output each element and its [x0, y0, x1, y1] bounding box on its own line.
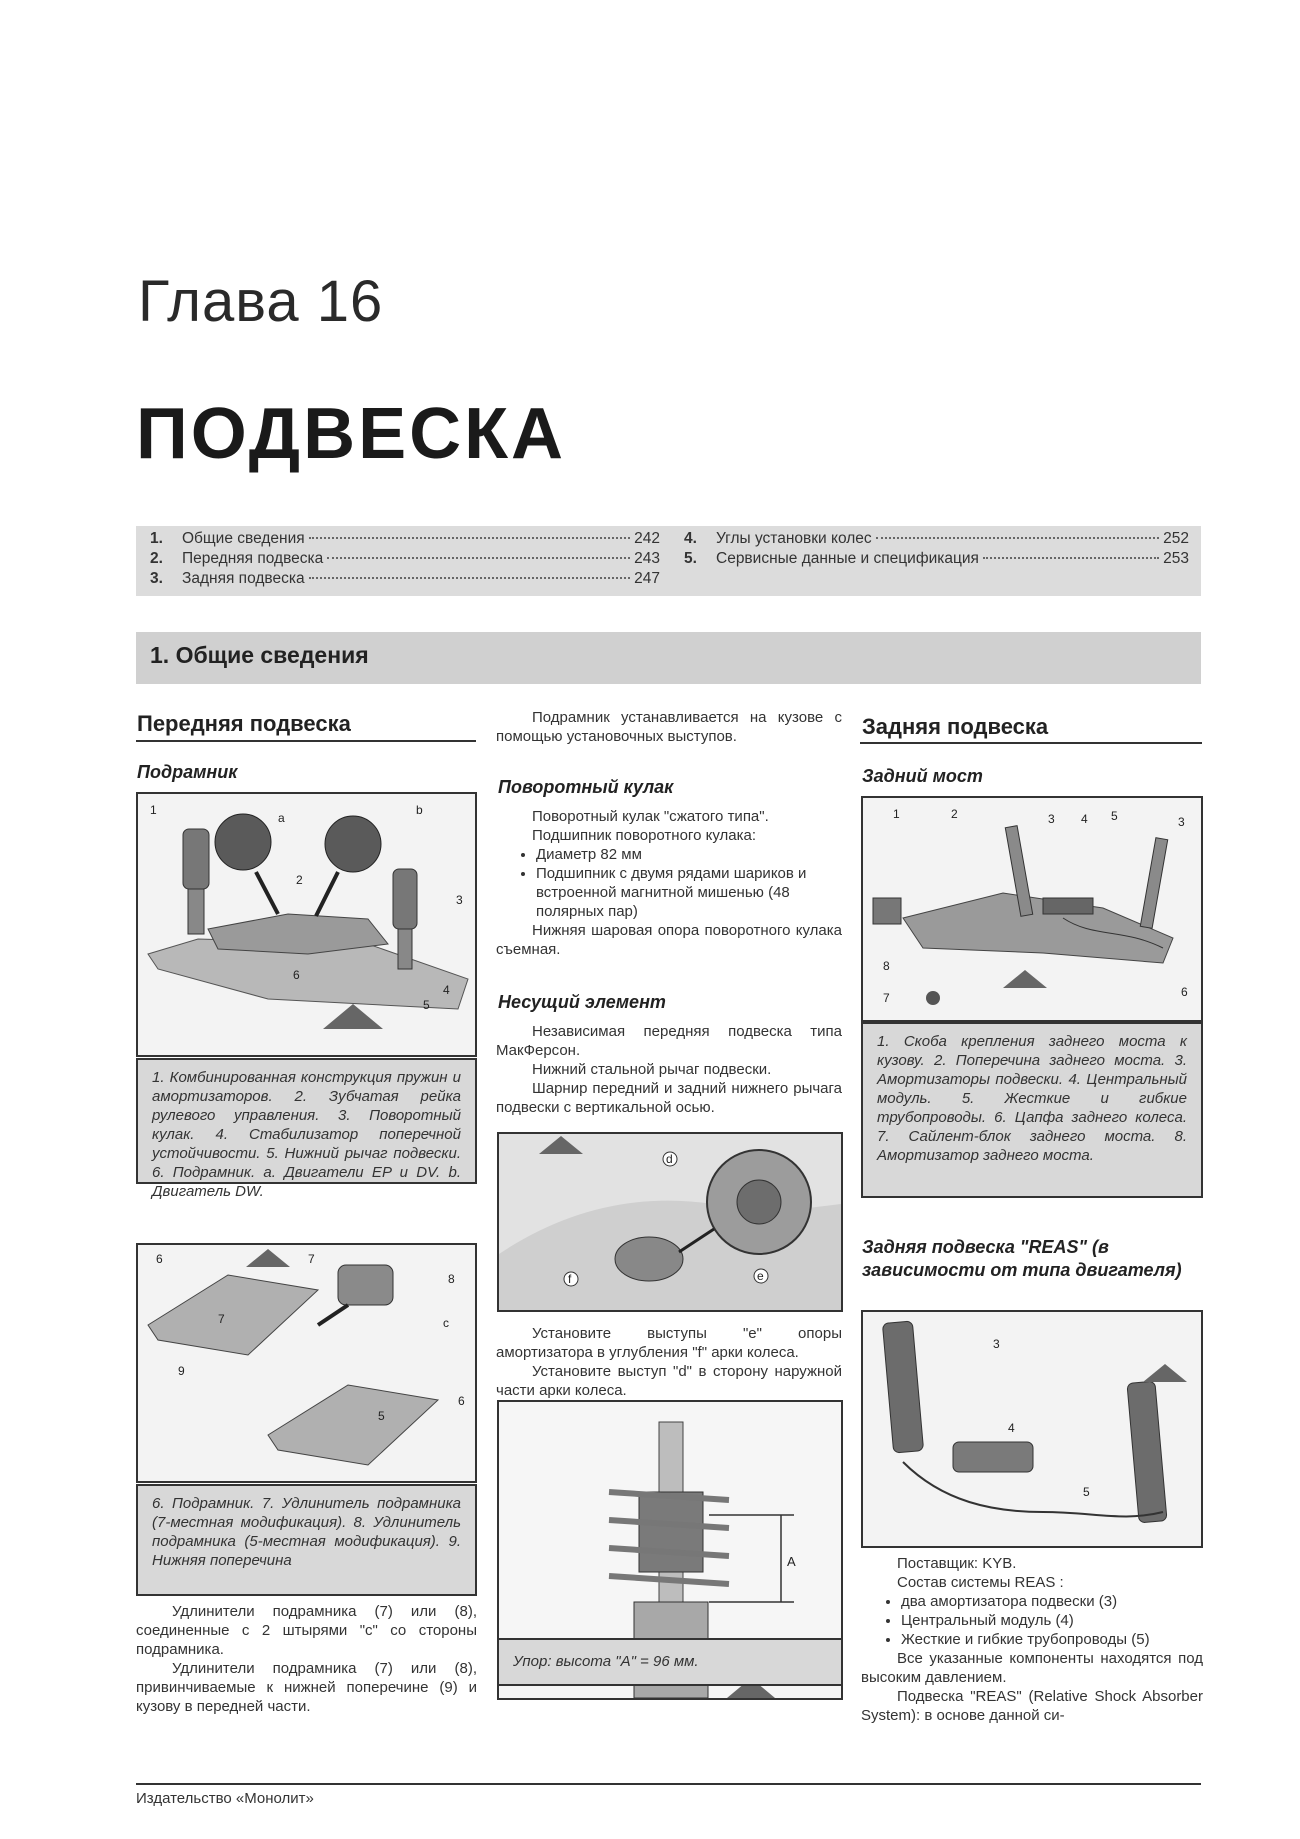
callout-label: 4: [1008, 1421, 1015, 1435]
toc-entry[interactable]: [150, 570, 660, 590]
figure-caption: Упор: высота "A" = 96 мм.: [497, 1638, 843, 1686]
toc-entry[interactable]: [150, 530, 660, 550]
paragraph: Удлинители подрамника (7) или (8), привинчиваемые к нижней поперечине (9) и кузову в передней части.: [136, 1660, 477, 1715]
toc-num: 2.: [150, 550, 163, 567]
text-block: [496, 708, 842, 746]
front-suspension-drawing: [138, 794, 475, 1055]
paragraph: Шарнир передний и задний нижнего рычага подвески с вертикальной осью.: [496, 1080, 842, 1116]
figure-strut-mount: [497, 1132, 843, 1312]
callout-label: a: [278, 811, 285, 825]
subframe-subheading: Подрамник: [137, 762, 238, 782]
paragraph: Поставщик: KYB.: [897, 1555, 1017, 1572]
toc-leader: [876, 537, 1159, 539]
chapter-number: Глава 16: [138, 269, 384, 334]
figure-reas: [861, 1310, 1203, 1548]
reas-drawing: [863, 1312, 1201, 1546]
list-item: • два амортизатора подвески (3): [901, 1592, 1203, 1611]
toc-num: 1.: [150, 530, 163, 547]
paragraph: Подшипник поворотного кулака:: [532, 827, 756, 844]
subframe-drawing: [138, 1245, 475, 1481]
callout-label: 3: [993, 1337, 1000, 1351]
list-item: • Подшипник с двумя рядами шариков и встроенной магнитной мишенью (48 полярных пар): [536, 864, 842, 921]
toc-leader: [309, 537, 630, 539]
dimension-label: A: [787, 1554, 796, 1569]
toc-page: 242: [634, 530, 660, 547]
toc-label: Общие сведения: [182, 530, 305, 547]
paragraph: Подрамник устанавливается на кузове с помощью установочных выступов.: [496, 709, 842, 745]
callout-label: 1: [893, 807, 900, 821]
toc-entry[interactable]: [684, 550, 1189, 570]
figure-caption: 1. Скоба крепления заднего моста к кузову. 2. Поперечина заднего моста. 3. Амортизаторы подвески. 4. Центральный модуль. 5. Жесткие и гибкие трубопроводы. 6. Цапфа заднего колеса. 7. Сайлент-блок заднего моста. 8. Амортизатор заднего моста.: [861, 1022, 1203, 1198]
list-item: • Диаметр 82 мм: [536, 845, 842, 864]
section-header: [136, 632, 1201, 684]
callout-label: 2: [296, 873, 303, 887]
callout-label: e: [757, 1269, 764, 1283]
figure-caption: 6. Подрамник. 7. Удлинитель подрамника (7-местная модификация). 8. Удлинитель подрамника (5-местная модификация). 9. Нижняя поперечина: [136, 1484, 477, 1596]
toc-leader: [983, 557, 1159, 559]
callout-label: 6: [458, 1394, 465, 1408]
callout-label: d: [666, 1152, 673, 1166]
table-of-contents: [136, 526, 1201, 596]
callout-label: 3: [1048, 812, 1055, 826]
list-item: • Центральный модуль (4): [901, 1611, 1203, 1630]
callout-label: 6: [1181, 985, 1188, 999]
callout-label: c: [443, 1316, 449, 1330]
callout-label: 5: [423, 998, 430, 1012]
toc-label: Углы установки колес: [716, 530, 872, 547]
callout-label: 4: [443, 983, 450, 997]
callout-label: 2: [951, 807, 958, 821]
toc-page: 247: [634, 570, 660, 587]
footer-divider: [136, 1783, 1201, 1785]
reas-subheading: Задняя подвеска "REAS" (в зависимости от типа двигателя): [862, 1237, 1182, 1280]
callout-label: 5: [1111, 809, 1118, 823]
toc-num: 3.: [150, 570, 163, 587]
toc-page: 253: [1163, 550, 1189, 567]
strut-subheading: Несущий элемент: [498, 992, 666, 1012]
section-title: 1. Общие сведения: [150, 642, 369, 668]
text-block: [496, 1022, 842, 1117]
figure-caption: 1. Комбинированная конструкция пружин и амортизаторов. 2. Зубчатая рейка рулевого управления. 3. Поворотный кулак. 4. Стабилизатор поперечной устойчивости. 5. Нижний рычаг подвески. 6. Подрамник. a. Двигатели EP и DV. b. Двигатель DW.: [136, 1058, 477, 1184]
rear-axle-drawing: [863, 798, 1201, 1020]
callout-label: 5: [1083, 1485, 1090, 1499]
callout-label: 8: [883, 959, 890, 973]
callout-label: 1: [150, 803, 157, 817]
rear-suspension-heading: Задняя подвеска: [862, 714, 1049, 739]
toc-entry[interactable]: [150, 550, 660, 570]
toc-num: 4.: [684, 530, 697, 547]
paragraph: Подвеска "REAS" (Relative Shock Absorber System): в основе данной си-: [861, 1688, 1203, 1724]
toc-label: Сервисные данные и спецификация: [716, 550, 979, 567]
divider: [860, 742, 1202, 744]
paragraph: Установите выступ "d" в сторону наружной части арки колеса.: [496, 1363, 842, 1399]
bullet-list: [861, 1592, 1203, 1649]
paragraph: Установите выступы "e" опоры амортизатора в углубления "f" арки колеса.: [496, 1325, 842, 1361]
toc-num: 5.: [684, 550, 697, 567]
figure-subframe-extensions: [136, 1243, 477, 1483]
callout-label: 3: [456, 893, 463, 907]
callout-label: 7: [218, 1312, 225, 1326]
toc-page: 252: [1163, 530, 1189, 547]
callout-label: 6: [156, 1252, 163, 1266]
text-block: [496, 1324, 842, 1400]
paragraph: Состав системы REAS :: [897, 1574, 1064, 1591]
paragraph: Нижняя шаровая опора поворотного кулака съемная.: [496, 922, 842, 958]
callout-label: 7: [883, 991, 890, 1005]
toc-leader: [327, 557, 630, 559]
bullet-list: [496, 845, 842, 921]
publisher-footer: Издательство «Монолит»: [136, 1790, 314, 1807]
text-block: [861, 1554, 1203, 1725]
callout-label: f: [568, 1272, 572, 1286]
toc-page: 243: [634, 550, 660, 567]
callout-label: 3: [1178, 815, 1185, 829]
paragraph: Нижний стальной рычаг подвески.: [532, 1061, 772, 1078]
rear-axle-subheading: Задний мост: [862, 766, 983, 786]
figure-front-subframe: [136, 792, 477, 1057]
callout-label: 5: [378, 1409, 385, 1423]
knuckle-subheading: Поворотный кулак: [498, 777, 674, 797]
callout-label: 4: [1081, 812, 1088, 826]
paragraph: Независимая передняя подвеска типа МакФерсон.: [496, 1023, 842, 1059]
callout-label: b: [416, 803, 423, 817]
paragraph: Удлинители подрамника (7) или (8), соединенные с 2 штырями "c" со стороны подрамника.: [136, 1603, 477, 1658]
page-title: ПОДВЕСКА: [136, 394, 567, 474]
divider: [136, 740, 476, 742]
callout-label: 7: [308, 1252, 315, 1266]
text-block: [136, 1602, 477, 1716]
callout-label: 8: [448, 1272, 455, 1286]
callout-label: 9: [178, 1364, 185, 1378]
text-block: [496, 807, 842, 959]
front-suspension-heading: Передняя подвеска: [137, 711, 351, 736]
paragraph: Поворотный кулак "сжатого типа".: [532, 808, 769, 825]
paragraph: Все указанные компоненты находятся под высоким давлением.: [861, 1650, 1203, 1686]
callout-label: 6: [293, 968, 300, 982]
toc-label: Задняя подвеска: [182, 570, 305, 587]
list-item: • Жесткие и гибкие трубопроводы (5): [901, 1630, 1203, 1649]
toc-leader: [309, 577, 631, 579]
figure-rear-axle: [861, 796, 1203, 1022]
strut-mount-drawing: [499, 1134, 841, 1310]
toc-label: Передняя подвеска: [182, 550, 324, 567]
toc-entry[interactable]: [684, 530, 1189, 550]
